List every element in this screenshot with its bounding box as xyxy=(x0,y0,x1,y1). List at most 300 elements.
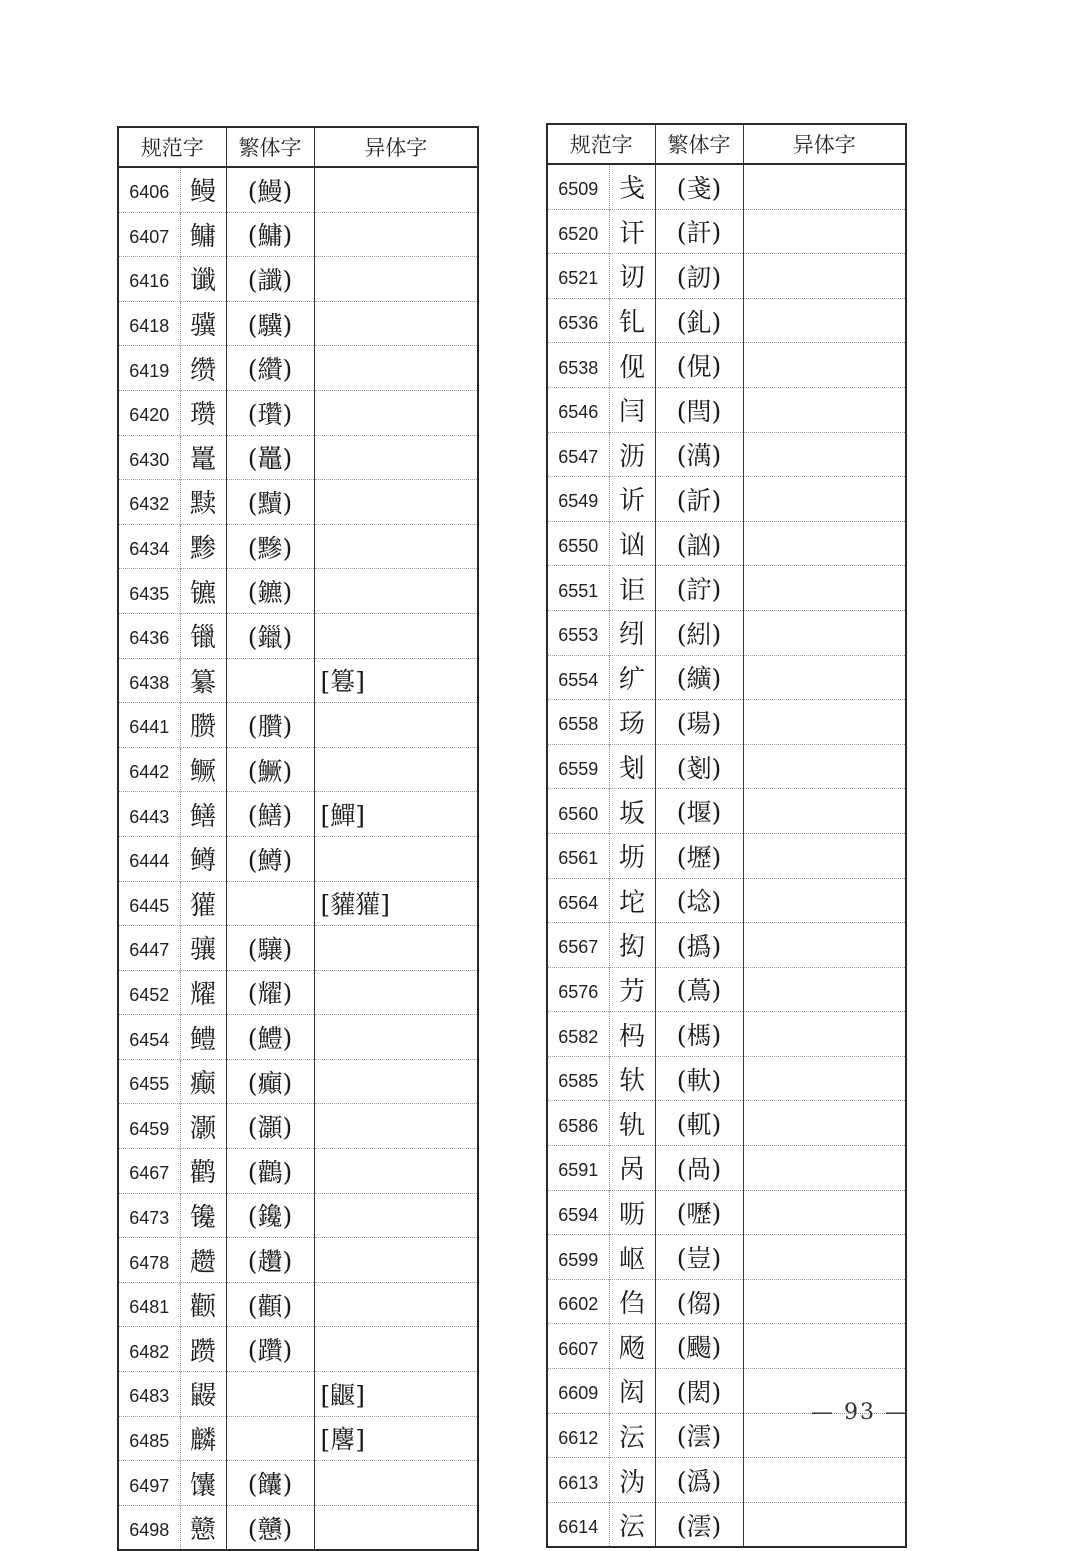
traditional-char: (軑) xyxy=(655,1056,743,1101)
variant-char xyxy=(314,613,478,658)
char-number: 6553 xyxy=(547,610,609,655)
table-row xyxy=(118,1416,478,1461)
char-number: 6602 xyxy=(547,1279,609,1324)
char-number: 6558 xyxy=(547,700,609,745)
char-number: 6521 xyxy=(547,254,609,299)
char-number: 6536 xyxy=(547,298,609,343)
table-row xyxy=(118,569,478,614)
table-row xyxy=(547,967,906,1012)
standard-char: 呙 xyxy=(609,1146,655,1191)
traditional-char: (躦) xyxy=(226,1327,314,1372)
standard-char: 鳙 xyxy=(180,212,226,257)
char-number: 6582 xyxy=(547,1012,609,1057)
char-number: 6418 xyxy=(118,301,180,346)
standard-char: 镳 xyxy=(180,569,226,614)
standard-char: 讻 xyxy=(609,521,655,566)
variant-char xyxy=(743,744,906,789)
standard-char: 飏 xyxy=(609,1324,655,1369)
char-number: 6561 xyxy=(547,833,609,878)
traditional-char: (黷) xyxy=(226,480,314,525)
variant-char xyxy=(743,1101,906,1146)
char-number: 6485 xyxy=(118,1416,180,1461)
char-number: 6443 xyxy=(118,792,180,837)
standard-char: 坂 xyxy=(609,789,655,834)
table-header-row xyxy=(547,124,906,164)
variant-char xyxy=(314,926,478,971)
right-table-body xyxy=(547,164,906,1547)
standard-char: 讦 xyxy=(609,209,655,254)
page-number: — 93 — xyxy=(811,1400,909,1425)
traditional-char: (戇) xyxy=(226,1505,314,1550)
char-number: 6435 xyxy=(118,569,180,614)
traditional-char: (耀) xyxy=(226,970,314,1015)
variant-char xyxy=(314,524,478,569)
traditional-char: (黲) xyxy=(226,524,314,569)
table-row xyxy=(547,610,906,655)
char-number: 6478 xyxy=(118,1238,180,1283)
variant-char xyxy=(743,164,906,209)
variant-char xyxy=(314,435,478,480)
traditional-char: (鱖) xyxy=(226,747,314,792)
variant-char xyxy=(314,703,478,748)
variant-char xyxy=(314,569,478,614)
char-number: 6416 xyxy=(118,257,180,302)
traditional-char: (颺) xyxy=(655,1324,743,1369)
table-row xyxy=(547,1279,906,1324)
table-row xyxy=(547,298,906,343)
table-row xyxy=(118,970,478,1015)
char-number: 6560 xyxy=(547,789,609,834)
variant-char xyxy=(743,789,906,834)
standard-char: 骥 xyxy=(180,301,226,346)
standard-char: 骧 xyxy=(180,926,226,971)
table-row xyxy=(118,1461,478,1506)
standard-char: 杩 xyxy=(609,1012,655,1057)
char-number: 6430 xyxy=(118,435,180,480)
variant-char xyxy=(743,1279,906,1324)
standard-char: 玚 xyxy=(609,700,655,745)
standard-char: 麟 xyxy=(180,1416,226,1461)
table-row xyxy=(547,566,906,611)
standard-char: 沥 xyxy=(609,432,655,477)
table-row xyxy=(118,1372,478,1417)
traditional-char: (灝) xyxy=(226,1104,314,1149)
traditional-char: (訢) xyxy=(655,477,743,522)
char-number: 6436 xyxy=(118,613,180,658)
traditional-char: (蔦) xyxy=(655,967,743,1012)
char-number: 6594 xyxy=(547,1190,609,1235)
char-number: 6481 xyxy=(118,1282,180,1327)
table-row xyxy=(118,524,478,569)
char-number: 6473 xyxy=(118,1193,180,1238)
variant-char xyxy=(743,1190,906,1235)
table-row xyxy=(118,1149,478,1194)
standard-char: 鳜 xyxy=(180,747,226,792)
standard-char: 刬 xyxy=(609,744,655,789)
traditional-char: (閎) xyxy=(655,1369,743,1414)
variant-char xyxy=(314,1059,478,1104)
standard-char: 瓒 xyxy=(180,390,226,435)
char-number: 6454 xyxy=(118,1015,180,1060)
table-row xyxy=(547,343,906,388)
traditional-char: (澐) xyxy=(655,1413,743,1458)
traditional-char: (趲) xyxy=(226,1238,314,1283)
table-row xyxy=(547,789,906,834)
variant-char xyxy=(743,343,906,388)
char-number: 6546 xyxy=(547,387,609,432)
char-number: 6520 xyxy=(547,209,609,254)
traditional-char: (榪) xyxy=(655,1012,743,1057)
table-row xyxy=(118,658,478,703)
table-header-row xyxy=(118,127,478,167)
variant-char xyxy=(314,1193,478,1238)
char-number: 6591 xyxy=(547,1146,609,1191)
variant-char xyxy=(314,257,478,302)
variant-char xyxy=(314,1104,478,1149)
traditional-char: (戔) xyxy=(655,164,743,209)
variant-char xyxy=(743,254,906,299)
variant-char xyxy=(743,1012,906,1057)
char-number: 6613 xyxy=(547,1458,609,1503)
traditional-char: (咼) xyxy=(655,1146,743,1191)
standard-char: 戆 xyxy=(180,1505,226,1550)
standard-char: 沄 xyxy=(609,1502,655,1547)
table-row xyxy=(118,301,478,346)
table-row xyxy=(118,435,478,480)
standard-char: 缵 xyxy=(180,346,226,391)
standard-char: 闫 xyxy=(609,387,655,432)
table-row xyxy=(547,1458,906,1503)
standard-char: 黩 xyxy=(180,480,226,525)
char-number: 6447 xyxy=(118,926,180,971)
char-number: 6452 xyxy=(118,970,180,1015)
traditional-char: (壢) xyxy=(655,833,743,878)
traditional-char: (㑳) xyxy=(655,1279,743,1324)
traditional-char: (閆) xyxy=(655,387,743,432)
standard-char: 沩 xyxy=(609,1458,655,1503)
standard-char: 钆 xyxy=(609,298,655,343)
table-row xyxy=(118,613,478,658)
variant-char xyxy=(314,1282,478,1327)
char-number: 6550 xyxy=(547,521,609,566)
char-number: 6538 xyxy=(547,343,609,388)
traditional-char: (驤) xyxy=(226,926,314,971)
traditional-char: (瓚) xyxy=(226,390,314,435)
char-number: 6509 xyxy=(547,164,609,209)
traditional-char: (澫) xyxy=(655,432,743,477)
char-number: 6614 xyxy=(547,1502,609,1547)
variant-char xyxy=(314,301,478,346)
variant-char xyxy=(743,833,906,878)
variant-char xyxy=(743,967,906,1012)
table-row xyxy=(118,1193,478,1238)
traditional-char: (鱧) xyxy=(226,1015,314,1060)
header-standard: 规范字 xyxy=(547,124,655,164)
table-row xyxy=(547,1324,906,1369)
standard-char: 镴 xyxy=(180,613,226,658)
traditional-char: (潙) xyxy=(655,1458,743,1503)
table-row xyxy=(547,744,906,789)
table-row xyxy=(118,1327,478,1372)
variant-char xyxy=(743,700,906,745)
table-row xyxy=(547,1056,906,1101)
variant-char xyxy=(314,346,478,391)
variant-char xyxy=(743,387,906,432)
variant-char xyxy=(314,836,478,881)
char-number: 6438 xyxy=(118,658,180,703)
standard-char: 谶 xyxy=(180,257,226,302)
standard-char: 鳟 xyxy=(180,836,226,881)
variant-char xyxy=(743,566,906,611)
standard-char: 趱 xyxy=(180,1238,226,1283)
table-row xyxy=(118,1238,478,1283)
traditional-char xyxy=(226,1372,314,1417)
traditional-char: (訒) xyxy=(655,254,743,299)
variant-char xyxy=(314,1461,478,1506)
char-number: 6585 xyxy=(547,1056,609,1101)
header-variant: 异体字 xyxy=(743,124,906,164)
char-number: 6612 xyxy=(547,1413,609,1458)
variant-char xyxy=(743,1502,906,1547)
table-row xyxy=(118,212,478,257)
char-number: 6441 xyxy=(118,703,180,748)
standard-char: 坜 xyxy=(609,833,655,878)
table-row xyxy=(118,792,478,837)
variant-char xyxy=(314,747,478,792)
variant-char xyxy=(743,1458,906,1503)
char-number: 6497 xyxy=(118,1461,180,1506)
char-number: 6442 xyxy=(118,747,180,792)
variant-char xyxy=(314,1238,478,1283)
table-row xyxy=(547,477,906,522)
standard-char: 躜 xyxy=(180,1327,226,1372)
char-number: 6554 xyxy=(547,655,609,700)
standard-char: 沄 xyxy=(609,1413,655,1458)
standard-char: 讵 xyxy=(609,566,655,611)
variant-char: [鱓] xyxy=(314,792,478,837)
table-row xyxy=(547,655,906,700)
standard-char: 灏 xyxy=(180,1104,226,1149)
standard-char: 黪 xyxy=(180,524,226,569)
table-row xyxy=(118,1104,478,1149)
traditional-char: (驥) xyxy=(226,301,314,346)
variant-char xyxy=(743,1056,906,1101)
traditional-char: (臢) xyxy=(226,703,314,748)
table-row xyxy=(547,521,906,566)
char-number: 6407 xyxy=(118,212,180,257)
traditional-char: (軏) xyxy=(655,1101,743,1146)
variant-char xyxy=(743,209,906,254)
char-number: 6459 xyxy=(118,1104,180,1149)
standard-char: 纼 xyxy=(609,610,655,655)
standard-char: 臜 xyxy=(180,703,226,748)
standard-char: 伣 xyxy=(609,343,655,388)
traditional-char: (鰻) xyxy=(226,167,314,212)
traditional-char: (鱅) xyxy=(226,212,314,257)
char-number: 6445 xyxy=(118,881,180,926)
traditional-char: (鱔) xyxy=(226,792,314,837)
standard-char: 轨 xyxy=(609,1101,655,1146)
traditional-char: (鸛) xyxy=(226,1149,314,1194)
variant-char xyxy=(743,432,906,477)
standard-char: 㑇 xyxy=(609,1279,655,1324)
traditional-char: (釓) xyxy=(655,298,743,343)
char-number: 6609 xyxy=(547,1369,609,1414)
char-number: 6444 xyxy=(118,836,180,881)
variant-char: [鼴] xyxy=(314,1372,478,1417)
traditional-char: (嚦) xyxy=(655,1190,743,1235)
traditional-char: (顴) xyxy=(226,1282,314,1327)
traditional-char: (纊) xyxy=(655,655,743,700)
variant-char xyxy=(314,390,478,435)
standard-char: 坨 xyxy=(609,878,655,923)
table-row xyxy=(118,1015,478,1060)
char-number: 6432 xyxy=(118,480,180,525)
traditional-char: (纘) xyxy=(226,346,314,391)
standard-char: 纩 xyxy=(609,655,655,700)
variant-char xyxy=(743,521,906,566)
standard-char: 闳 xyxy=(609,1369,655,1414)
char-number: 6420 xyxy=(118,390,180,435)
table-row xyxy=(118,881,478,926)
variant-char xyxy=(743,655,906,700)
table-row xyxy=(547,1146,906,1191)
traditional-char: (訩) xyxy=(655,521,743,566)
traditional-char: (堰) xyxy=(655,789,743,834)
char-number: 6567 xyxy=(547,923,609,968)
traditional-char xyxy=(226,881,314,926)
variant-char xyxy=(314,970,478,1015)
traditional-char: (澐) xyxy=(655,1502,743,1547)
variant-char xyxy=(743,1324,906,1369)
header-traditional: 繁体字 xyxy=(655,124,743,164)
standard-char: 戋 xyxy=(609,164,655,209)
char-number: 6559 xyxy=(547,744,609,789)
table-row xyxy=(547,1190,906,1235)
variant-char: [麐] xyxy=(314,1416,478,1461)
table-row xyxy=(118,1059,478,1104)
variant-char xyxy=(743,878,906,923)
table-row xyxy=(547,878,906,923)
table-row xyxy=(118,703,478,748)
table-row xyxy=(547,1235,906,1280)
standard-char: 岖 xyxy=(609,1235,655,1280)
variant-char xyxy=(314,1327,478,1372)
table-row xyxy=(547,387,906,432)
standard-char: 呖 xyxy=(609,1190,655,1235)
variant-char xyxy=(743,923,906,968)
table-row xyxy=(547,923,906,968)
variant-char xyxy=(314,1505,478,1550)
left-table-body xyxy=(118,167,478,1550)
char-number: 6406 xyxy=(118,167,180,212)
char-number: 6419 xyxy=(118,346,180,391)
standard-char: 䜣 xyxy=(609,477,655,522)
standard-char: 鳝 xyxy=(180,792,226,837)
standard-char: 鹳 xyxy=(180,1149,226,1194)
variant-char xyxy=(743,298,906,343)
char-number: 6467 xyxy=(118,1149,180,1194)
right-character-table xyxy=(546,123,907,1548)
variant-char xyxy=(314,1015,478,1060)
char-number: 6434 xyxy=(118,524,180,569)
table-row xyxy=(118,257,478,302)
char-number: 6549 xyxy=(547,477,609,522)
table-row xyxy=(547,1012,906,1057)
standard-char: 馕 xyxy=(180,1461,226,1506)
traditional-char: (讖) xyxy=(226,257,314,302)
traditional-char: (埝) xyxy=(655,878,743,923)
table-row xyxy=(118,167,478,212)
char-number: 6455 xyxy=(118,1059,180,1104)
traditional-char xyxy=(226,658,314,703)
standard-char: 芀 xyxy=(609,967,655,1012)
traditional-char: (剗) xyxy=(655,744,743,789)
table-row xyxy=(547,164,906,209)
header-variant: 异体字 xyxy=(314,127,478,167)
header-standard: 规范字 xyxy=(118,127,226,167)
traditional-char: (瑒) xyxy=(655,700,743,745)
standard-char: 耀 xyxy=(180,970,226,1015)
standard-char: 鼹 xyxy=(180,1372,226,1417)
traditional-char: (鑱) xyxy=(226,1193,314,1238)
table-row xyxy=(118,390,478,435)
standard-char: 癫 xyxy=(180,1059,226,1104)
variant-char xyxy=(743,1235,906,1280)
standard-char: 讱 xyxy=(609,254,655,299)
variant-char xyxy=(743,1146,906,1191)
table-row xyxy=(547,209,906,254)
char-number: 6547 xyxy=(547,432,609,477)
standard-char: 轪 xyxy=(609,1056,655,1101)
table-row xyxy=(118,1505,478,1550)
traditional-char: (鼉) xyxy=(226,435,314,480)
char-number: 6599 xyxy=(547,1235,609,1280)
variant-char: [貛獾] xyxy=(314,881,478,926)
table-row xyxy=(118,1282,478,1327)
traditional-char: (紖) xyxy=(655,610,743,655)
table-row xyxy=(547,1101,906,1146)
traditional-char: (癲) xyxy=(226,1059,314,1104)
left-character-table xyxy=(117,126,479,1551)
variant-char: [篹] xyxy=(314,658,478,703)
traditional-char: (饢) xyxy=(226,1461,314,1506)
variant-char xyxy=(314,480,478,525)
standard-char: 鳢 xyxy=(180,1015,226,1060)
char-number: 6586 xyxy=(547,1101,609,1146)
traditional-char: (訐) xyxy=(655,209,743,254)
char-number: 6564 xyxy=(547,878,609,923)
traditional-char: (鱒) xyxy=(226,836,314,881)
table-row xyxy=(118,836,478,881)
traditional-char: (詝) xyxy=(655,566,743,611)
char-number: 6498 xyxy=(118,1505,180,1550)
table-row xyxy=(118,480,478,525)
table-row xyxy=(547,432,906,477)
table-row xyxy=(547,700,906,745)
table-row xyxy=(118,926,478,971)
traditional-char: (俔) xyxy=(655,343,743,388)
standard-char: 獾 xyxy=(180,881,226,926)
traditional-char xyxy=(226,1416,314,1461)
header-traditional: 繁体字 xyxy=(226,127,314,167)
variant-char xyxy=(314,1149,478,1194)
char-number: 6483 xyxy=(118,1372,180,1417)
table-row xyxy=(547,254,906,299)
variant-char xyxy=(743,477,906,522)
table-row xyxy=(118,747,478,792)
char-number: 6551 xyxy=(547,566,609,611)
